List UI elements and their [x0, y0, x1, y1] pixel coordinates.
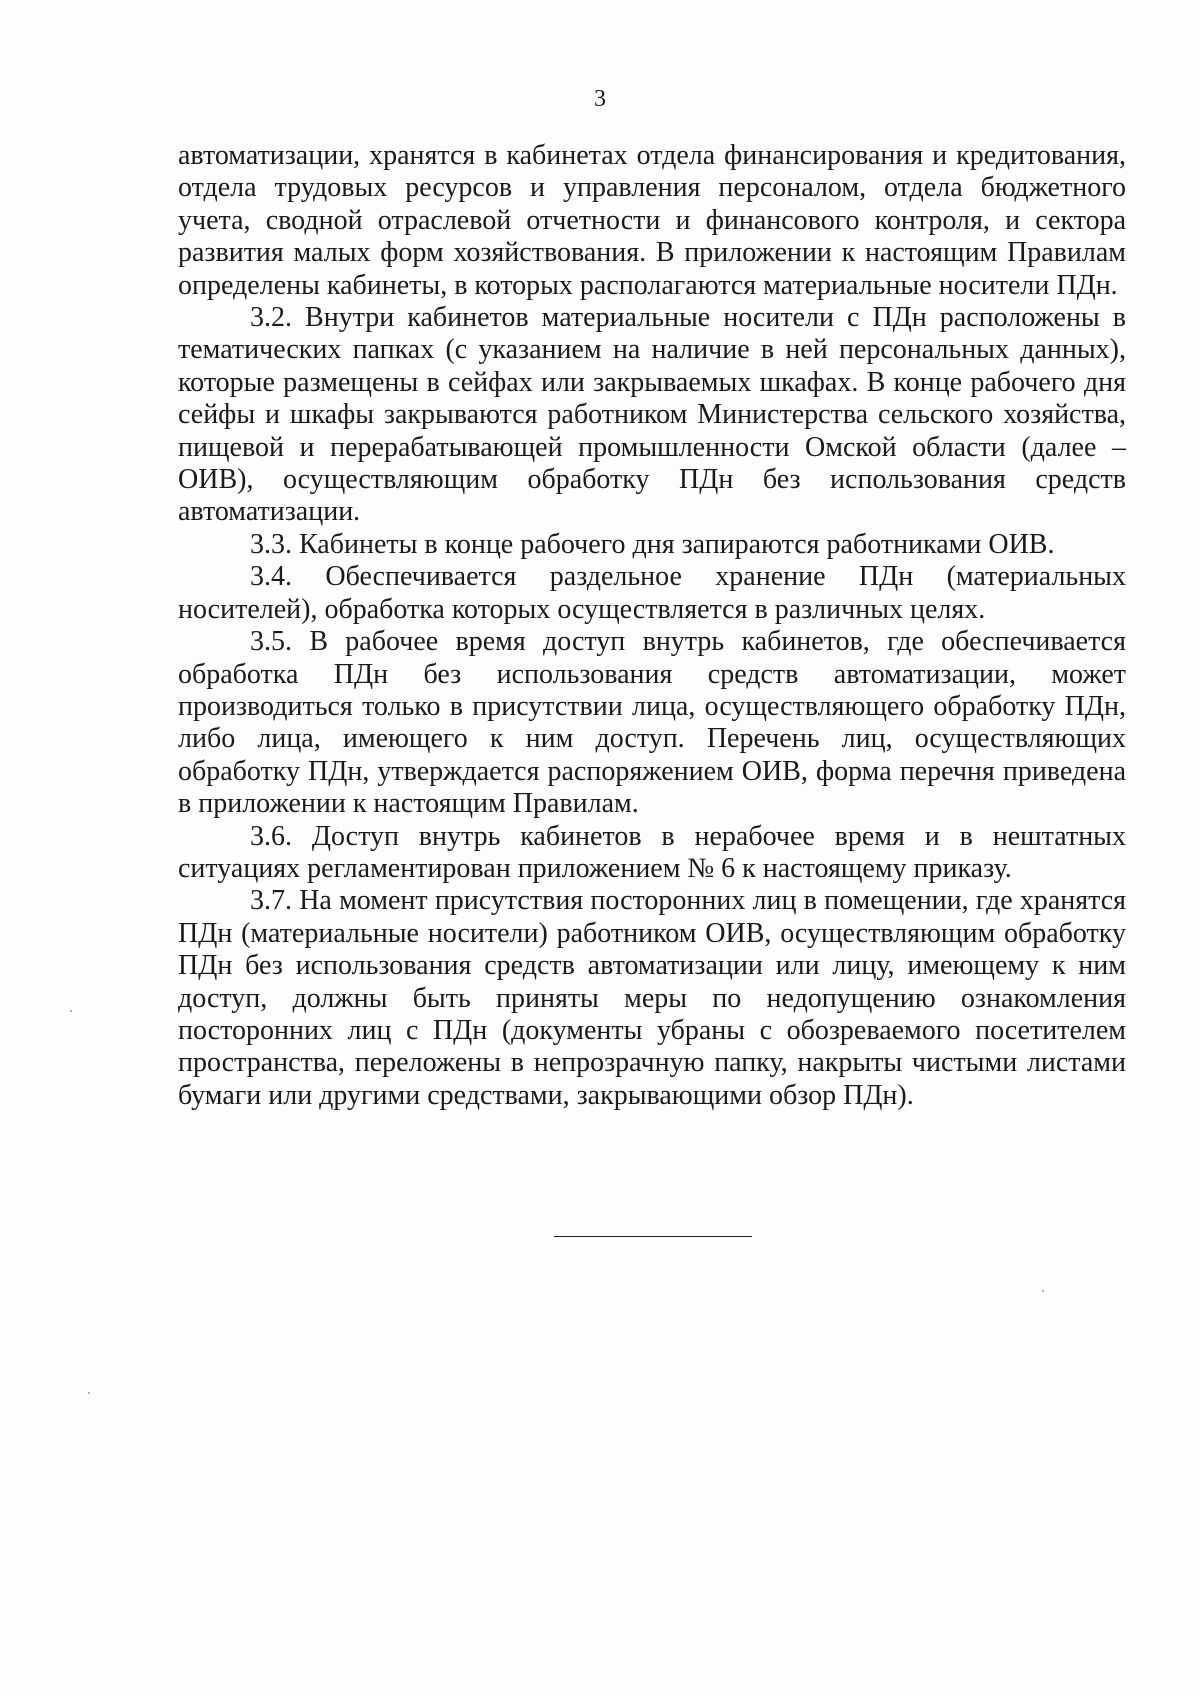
scan-speck	[1042, 1290, 1044, 1292]
scan-speck	[70, 1010, 72, 1012]
end-of-text-rule	[554, 1236, 752, 1237]
paragraph-3-5: 3.5. В рабочее время доступ внутрь кабинетов, где обеспечивается обработка ПДн без использования средств автоматизации, может производиться только в присутствии лица, осуществляющего обработку ПДн, либо лица, имеющего к ним доступ. Перечень лиц, осуществляющих обработку ПДн, утверждается распоряжением ОИВ, форма перечня приведена в приложении к настоящим Правилам.	[178, 626, 1126, 820]
paragraph-3-2: 3.2. Внутри кабинетов материальные носители с ПДн расположены в тематических папках (с указанием на наличие в ней персональных данных), которые размещены в сейфах или закрываемых шкафах. В конце рабочего дня сейфы и шкафы закрываются работником Министерства сельского хозяйства, пищевой и перерабатывающей промышленности Омской области (далее – ОИВ), осуществляющим обработку ПДн без использования средств автоматизации.	[178, 302, 1126, 528]
paragraph-3-7: 3.7. На момент присутствия посторонних лиц в помещении, где хранятся ПДн (материальные носители) работником ОИВ, осуществляющим обработку ПДн без использования средств автоматизации или лицу, имеющему к ним доступ, должны быть приняты меры по недопущению ознакомления посторонних лиц с ПДн (документы убраны с обозреваемого посетителем пространства, переложены в непрозрачную папку, накрыты чистыми листами бумаги или другими средствами, закрывающими обзор ПДн).	[178, 885, 1126, 1111]
scan-speck	[88, 1392, 90, 1394]
paragraph-3-4: 3.4. Обеспечивается раздельное хранение ПДн (материальных носителей), обработка которых осуществляется в различных целях.	[178, 561, 1126, 625]
paragraph-3-3: 3.3. Кабинеты в конце рабочего дня запираются работниками ОИВ.	[250, 528, 1055, 560]
document-body	[178, 140, 1126, 1112]
paragraph-continuation: автоматизации, хранятся в кабинетах отдела финансирования и кредитования, отдела трудовых ресурсов и управления персоналом, отдела бюджетного учета, сводной отраслевой отчетности и финансового контроля, и сектора развития малых форм хозяйствования. В приложении к настоящим Правилам определены кабинеты, в которых располагаются материальные носители ПДн.	[178, 140, 1126, 301]
page-number: 3	[594, 86, 606, 112]
paragraph-3-6: 3.6. Доступ внутрь кабинетов в нерабочее время и в нештатных ситуациях регламентирован приложением № 6 к настоящему приказу.	[178, 820, 1126, 884]
